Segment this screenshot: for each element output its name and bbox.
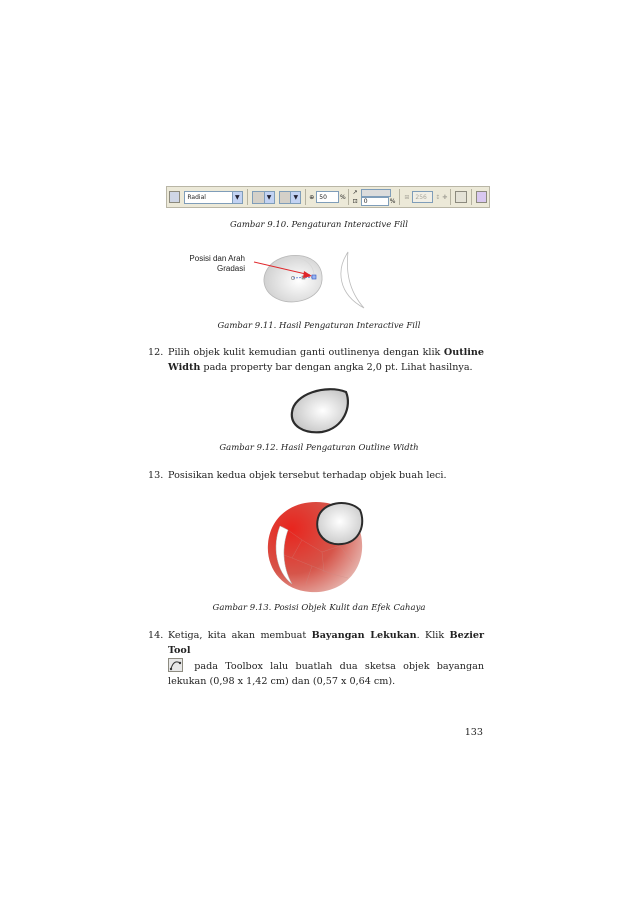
step-12-paragraph (148, 345, 484, 375)
plus-icon: ✚ (442, 193, 448, 201)
gradient-end-node (312, 275, 316, 279)
step-bold-term: Outline Width (168, 347, 484, 373)
chevron-down-icon: ▼ (290, 192, 300, 203)
angle-icon: ↗ (352, 189, 358, 196)
outline-width-result-illustration (286, 386, 354, 436)
angle-value: 0 (363, 197, 368, 205)
gradient-callout-label: Posisi dan Arah Gradasi (189, 254, 245, 273)
interactive-fill-property-bar (166, 186, 490, 208)
angle-slider[interactable] (361, 189, 391, 197)
separator (305, 189, 306, 205)
separator (399, 189, 400, 205)
midpoint-unit: % (340, 193, 346, 201)
fill-type-dropdown[interactable] (184, 191, 242, 204)
step-text: Ketiga, kita akan membuat (168, 630, 312, 641)
figure-caption-9-10: Gambar 9.10. Pengaturan Interactive Fill (230, 220, 408, 230)
edge-pad-icon: ⊡ (352, 197, 358, 205)
separator (348, 189, 349, 205)
fill-type-value: Radial (187, 193, 206, 201)
lychee-with-skin-illustration (262, 496, 370, 596)
angle-input[interactable] (361, 197, 389, 206)
page-number: 133 (464, 727, 483, 738)
step-13-paragraph (148, 468, 484, 483)
highlight-shape (341, 252, 364, 308)
bezier-tool-icon (168, 658, 183, 672)
step-14-paragraph (148, 628, 484, 689)
skin-shape-with-outline (292, 389, 348, 432)
step-number: 14. (148, 630, 164, 641)
step-text: Pilih objek kulit kemudian ganti outlinenya dengan klik (168, 347, 444, 358)
skin-shape-with-outline (317, 503, 362, 544)
end-color-picker[interactable] (279, 191, 302, 204)
steps-spinner-icon: ↕ (435, 193, 441, 201)
step-text: pada property bar dengan angka 2,0 pt. Lihat hasilnya. (200, 362, 473, 373)
step-number: 13. (148, 470, 164, 481)
step-text: Posisikan kedua objek tersebut terhadap objek buah leci. (168, 470, 447, 481)
copy-fill-icon[interactable] (455, 191, 466, 203)
interactive-fill-result-illustration (240, 240, 400, 320)
steps-value: 256 (415, 193, 427, 201)
step-number: 12. (148, 347, 164, 358)
step-bold-term: Bezier Tool (168, 630, 484, 656)
chevron-down-icon: ▼ (232, 192, 242, 203)
midpoint-icon: ⊕ (309, 193, 315, 201)
angle-controls (353, 189, 396, 206)
separator (450, 189, 451, 205)
figure-caption-9-13: Gambar 9.13. Posisi Objek Kulit dan Efek Cahaya (212, 603, 426, 613)
separator (247, 189, 248, 205)
step-text: pada Toolbox lalu buatlah dua sketsa objek bayangan lekukan (0,98 x 1,42 cm) dan (0,57 x 0,64 cm). (168, 661, 484, 687)
fill-properties-icon[interactable] (476, 191, 487, 203)
figure-caption-9-11: Gambar 9.11. Hasil Pengaturan Interactive Fill (217, 321, 421, 331)
angle-unit: % (389, 197, 396, 205)
step-bold-term: Bayangan Lekukan (311, 630, 417, 641)
steps-input[interactable] (412, 191, 433, 203)
start-color-picker[interactable] (252, 191, 275, 204)
figure-caption-9-12: Gambar 9.12. Hasil Pengaturan Outline Width (219, 443, 419, 453)
fill-tool-icon[interactable] (169, 191, 180, 203)
steps-lock-icon: ⊞ (404, 193, 410, 201)
chevron-down-icon: ▼ (264, 192, 274, 203)
midpoint-input[interactable] (316, 191, 339, 203)
step-text: . Klik (416, 630, 450, 641)
midpoint-value: 50 (319, 193, 327, 201)
separator (471, 189, 472, 205)
